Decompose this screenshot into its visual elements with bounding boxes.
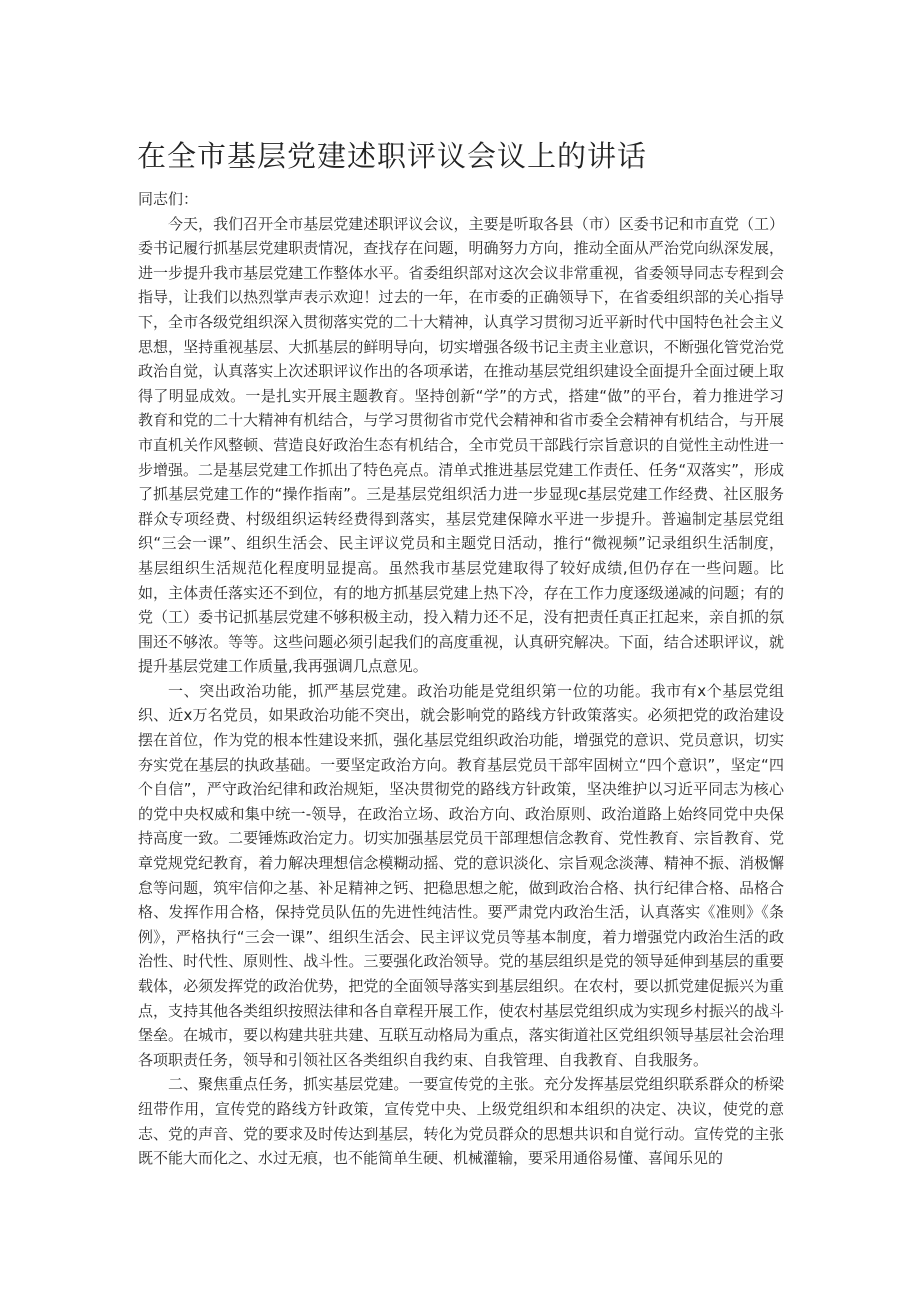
- document-body: [138, 187, 784, 1171]
- document-title: 在全市基层党建述职评议会议上的讲话: [137, 139, 648, 173]
- paragraph-section-two: 二、聚焦重点任务，抓实基层党建。一要宣传党的主张。充分发挥基层党组织联系群众的桥梁纽带作用，宣传党的路线方针政策，宣传党中央、上级党组织和本组织的决定、决议，使党的意志、党的声音、党的要求及时传达到基层，转化为党员群众的思想共识和自觉行动。宣传党的主张既不能大而化之、水过无痕，也不能简单生硬、机械灌输，要采用通俗易懂、喜闻乐见的: [138, 1075, 784, 1168]
- salutation: 同志们：: [138, 190, 199, 208]
- paragraph-section-one: 一、突出政治功能，抓严基层党建。政治功能是党组织第一位的功能。我市有x个基层党组织、近x万名党员，如果政治功能不突出，就会影响党的路线方针政策落实。必须把党的政治建设摆在首位，作为党的根本性建设来抓，强化基层党组织政治功能，增强党的意识、党员意识，切实夯实党在基层的执政基础。一要坚定政治方向。教育基层党员干部牢固树立“四个意识”，坚定“四个自信”，严守政治纪律和政治规矩，坚决贯彻党的路线方针政策，坚决维护以习近平同志为核心的党中央权威和集中统一-领导，在政治立场、政治方向、政治原则、政治道路上始终同党中央保持高度一致。二要锤炼政治定力。切实加强基层党员干部理想信念教育、党性教育、宗旨教育、党章党规党纪教育，着力解决理想信念模糊动摇、党的意识淡化、宗旨观念淡薄、精神不振、消极懈怠等问题，筑牢信仰之基、补足精神之钙、把稳思想之舵，做到政治合格、执行纪律合格、品格合格、发挥作用合格，保持党员队伍的先进性纯洁性。要严肃党内政治生活，认真落实《准则》《条例》，严格执行“三会一课”、组织生活会、民主评议党员等基本制度，着力增强党内政治生活的政治性、时代性、原则性、战斗性。三要强化政治领导。党的基层组织是党的领导延伸到基层的重要载体，必须发挥党的政治优势，把党的全面领导落实到基层组织。在农村，要以抓党建促振兴为重点，支持其他各类组织按照法律和各自章程开展工作，使农村基层党组织成为实现乡村振兴的战斗堡垒。在城市，要以构建共驻共建、互联互动格局为重点，落实街道社区党组织领导基层社会治理各项职责任务，领导和引领社区各类组织自我约束、自我管理、自我教育、自我服务。: [138, 681, 784, 1069]
- paragraph-opening: 今天，我们召开全市基层党建述职评议会议，主要是听取各县（市）区委书记和市直党（工）委书记履行抓基层党建职责情况，查找存在问题，明确努力方向，推动全面从严治党向纵深发展，进一步提升我市基层党建工作整体水平。省委组织部对这次会议非常重视，省委领导同志专程到会指导，让我们以热烈掌声表示欢迎！过去的一年，在市委的正确领导下，在省委组织部的关心指导下，全市各级党组织深入贯彻落实党的二十大精神，认真学习贯彻习近平新时代中国特色社会主义思想，坚持重视基层、大抓基层的鲜明导向，切实增强各级书记主责主业意识，不断强化管党治党政治自觉，认真落实上次述职评议作出的各项承诺，在推动基层党组织建设全面提升全面过硬上取得了明显成效。一是扎实开展主题教育。坚持创新“学”的方式，搭建“做”的平台，着力推进学习教育和党的二十大精神有机结合，与学习贯彻省市党代会精神和省市委全会精神有机结合，与开展市直机关作风整顿、营造良好政治生态有机结合，全市党员干部践行宗旨意识的自觉性主动性进一步增强。二是基层党建工作抓出了特色亮点。清单式推进基层党建工作责任、任务“双落实”，形成了抓基层党建工作的“操作指南”。三是基层党组织活力进一步显现c基层党建工作经费、社区服务群众专项经费、村级组织运转经费得到落实，基层党建保障水平进一步提升。普遍制定基层党组织“三会一课”、组织生活会、民主评议党员和主题党日活动，推行“微视频”记录组织生活制度，基层组织生活规范化程度明显提高。虽然我市基层党建取得了较好成绩,但仍存在一些问题。比如，主体责任落实还不到位，有的地方抓基层党建上热下冷，存在工作力度逐级递减的问题；有的党（工）委书记抓基层党建不够积极主动，投入精力还不足，没有把责任真正扛起来，亲自抓的氛围还不够浓。等等。这些问题必须引起我们的高度重视，认真研究解决。下面，结合述职评议，就提升基层党建工作质量,我再强调几点意见。: [138, 214, 784, 676]
